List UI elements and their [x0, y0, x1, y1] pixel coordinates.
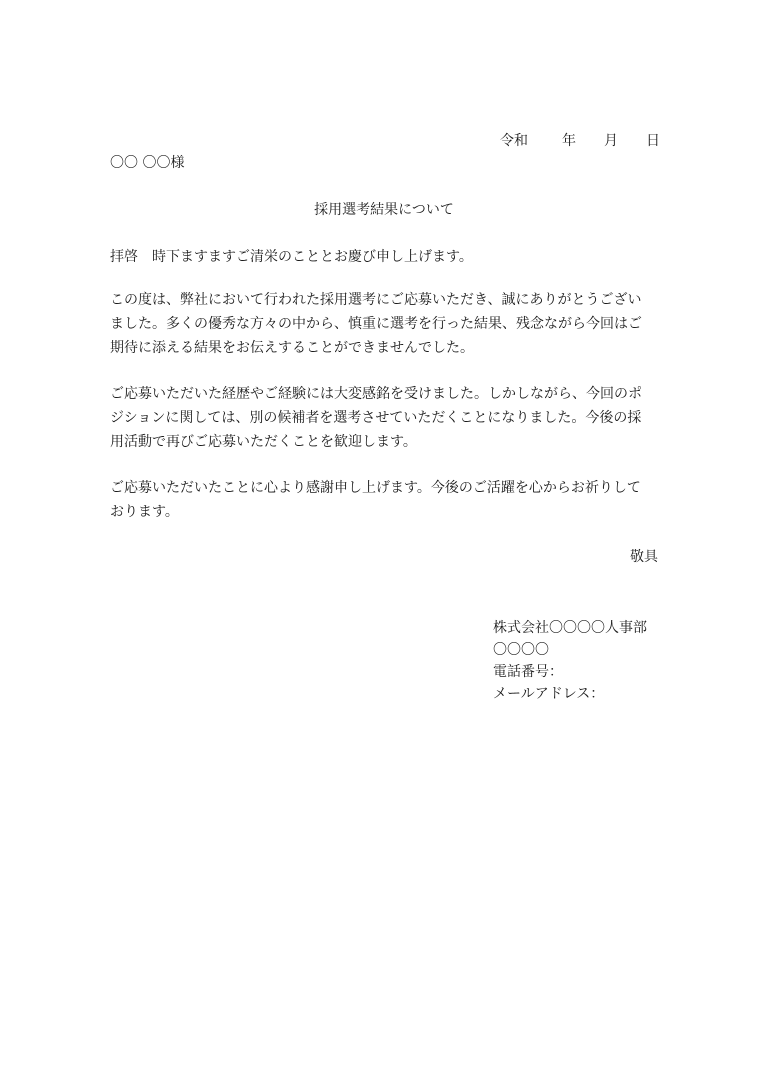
date-year-unit: 年: [562, 133, 576, 149]
paragraph-line: おります。: [110, 504, 179, 520]
paragraph-line: ご応募いただいたことに心より感謝申し上げます。今後のご活躍を心からお祈りして: [110, 480, 641, 496]
signature-company: 株式会社〇〇〇〇人事部: [493, 620, 647, 636]
date-month-unit: 月: [604, 133, 618, 149]
paragraph-line: ました。多くの優秀な方々の中から、慎重に選考を行った結果、残念ながら今回はご: [110, 316, 642, 332]
paragraph-line: この度は、弊社において行われた採用選考にご応募いただき、誠にありがとうござい: [110, 292, 642, 308]
opening-greeting: 拝啓 時下ますますご清栄のこととお慶び申し上げます。: [110, 249, 473, 265]
date-day-unit: 日: [646, 133, 660, 149]
signature-email-label: メールアドレス：: [493, 686, 605, 702]
paragraph-line: 期待に添える結果をお伝えすることができませんでした。: [110, 340, 474, 356]
paragraph-line: ジションに関しては、別の候補者を選考させていただくことになりました。今後の採: [110, 410, 642, 426]
paragraph-line: ご応募いただいた経歴やご経験には大変感銘を受けました。しかしながら、今回のポ: [110, 386, 642, 402]
signature-name: 〇〇〇〇: [493, 642, 549, 658]
signature-phone-label: 電話番号：: [493, 664, 563, 680]
letter-subject: 採用選考結果について: [314, 202, 454, 218]
paragraph-line: 用活動で再びご応募いただくことを歓迎します。: [110, 434, 417, 450]
date-era: 令和: [500, 133, 528, 149]
letter-date: [500, 131, 660, 151]
closing-word: 敬具: [630, 549, 658, 565]
recipient-name: 〇〇 〇〇様: [110, 155, 185, 171]
